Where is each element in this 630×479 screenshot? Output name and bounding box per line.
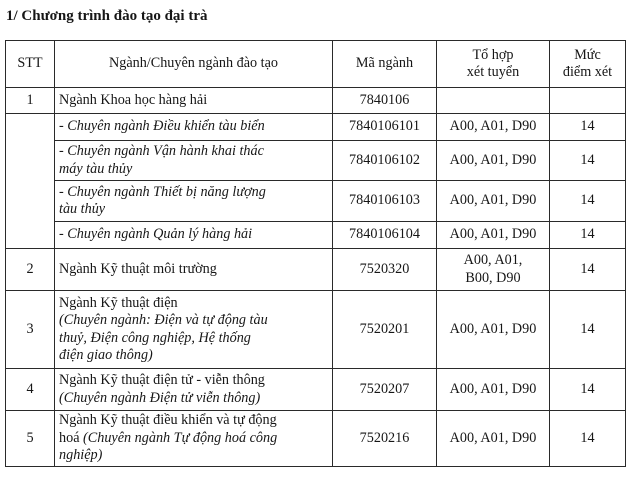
header-code: Mã ngành [333, 41, 437, 88]
table-row [6, 88, 626, 114]
cell-stt: 1 [6, 88, 55, 114]
cell-major: Ngành Khoa học hàng hải [55, 88, 333, 114]
table-row [6, 114, 626, 141]
cell-major-line1: - Chuyên ngành Thiết bị năng lượng [59, 183, 266, 200]
cell-score: 14 [550, 181, 626, 222]
cell-major: - Chuyên ngành Điều khiển tàu biển [55, 114, 333, 141]
header-combo-line1: Tổ hợp [472, 46, 514, 63]
cell-code: 7840106101 [333, 114, 437, 141]
cell-combo: A00, A01, D90 [437, 114, 550, 141]
cell-code: 7520320 [333, 249, 437, 291]
cell-stt: 3 [6, 291, 55, 369]
cell-stt: 5 [6, 411, 55, 467]
cell-major: - Chuyên ngành Quản lý hàng hải [55, 222, 333, 249]
cell-major [55, 141, 333, 181]
cell-major-main: Ngành Kỹ thuật điện tử - viễn thông [59, 372, 265, 388]
cell-major-line2: máy tàu thủy [59, 160, 133, 177]
cell-score: 14 [550, 411, 626, 467]
cell-major-main: Ngành Kỹ thuật điều khiển và tự động [59, 412, 277, 429]
cell-combo: A00, A01, D90 [437, 411, 550, 467]
cell-major-main: Ngành Kỹ thuật điện [59, 294, 178, 311]
header-score-line1: Mức [574, 46, 601, 63]
header-combo [437, 41, 550, 88]
cell-score: 14 [550, 249, 626, 291]
cell-code: 7520201 [333, 291, 437, 369]
cell-score: 14 [550, 222, 626, 249]
cell-combo: A00, A01, D90 [437, 181, 550, 222]
cell-major-mixed-italic: (Chuyên ngành Tự động hoá công [83, 429, 278, 446]
table-row [6, 291, 626, 369]
cell-combo-line1: A00, A01, [463, 252, 523, 268]
cell-major-mixed [59, 430, 328, 448]
cell-code: 7840106104 [333, 222, 437, 249]
cell-major-sub1: (Chuyên ngành: Điện và tự động tàu [59, 312, 268, 328]
cell-code: 7520216 [333, 411, 437, 467]
table-header-row [6, 41, 626, 88]
cell-code: 7840106103 [333, 181, 437, 222]
cell-combo [437, 249, 550, 291]
header-stt: STT [6, 41, 55, 88]
cell-combo [437, 88, 550, 114]
cell-stt-merged [6, 114, 55, 249]
table-row [6, 222, 626, 249]
cell-major [55, 291, 333, 369]
cell-major-sub2: thuỷ, Điện công nghiệp, Hệ thống [59, 329, 251, 346]
cell-score: 14 [550, 369, 626, 411]
cell-major-line1: - Chuyên ngành Vận hành khai thác [59, 143, 264, 159]
cell-stt: 2 [6, 249, 55, 291]
cell-score: 14 [550, 141, 626, 181]
cell-combo: A00, A01, D90 [437, 222, 550, 249]
cell-major [55, 181, 333, 222]
header-combo-line2: xét tuyển [466, 64, 520, 80]
cell-code: 7840106102 [333, 141, 437, 181]
table-row [6, 411, 626, 467]
cell-combo: A00, A01, D90 [437, 141, 550, 181]
table-row [6, 249, 626, 291]
cell-major-sub3: điện giao thông) [59, 347, 153, 363]
cell-score [550, 88, 626, 114]
table-row [6, 181, 626, 222]
header-score-line2: điểm xét [562, 64, 613, 80]
cell-combo: A00, A01, D90 [437, 291, 550, 369]
admission-table [5, 40, 626, 467]
section-title: 1/ Chương trình đào tạo đại trà [6, 8, 208, 24]
cell-score: 14 [550, 291, 626, 369]
cell-stt: 4 [6, 369, 55, 411]
header-score [550, 41, 626, 88]
table-row [6, 141, 626, 181]
cell-code: 7840106 [333, 88, 437, 114]
cell-major: Ngành Kỹ thuật môi trường [55, 249, 333, 291]
cell-combo-line2: B00, D90 [465, 269, 521, 286]
cell-score: 14 [550, 114, 626, 141]
cell-major-sub1: (Chuyên ngành Điện tử viễn thông) [59, 389, 261, 406]
cell-major [55, 411, 333, 467]
cell-major-sub-last: nghiệp) [59, 447, 103, 464]
cell-major [55, 369, 333, 411]
cell-major-line2: tàu thủy [59, 201, 106, 217]
cell-combo: A00, A01, D90 [437, 369, 550, 411]
table-row [6, 369, 626, 411]
header-major: Ngành/Chuyên ngành đào tạo [55, 41, 333, 88]
cell-code: 7520207 [333, 369, 437, 411]
cell-major-mixed-plain: hoá [59, 429, 84, 446]
